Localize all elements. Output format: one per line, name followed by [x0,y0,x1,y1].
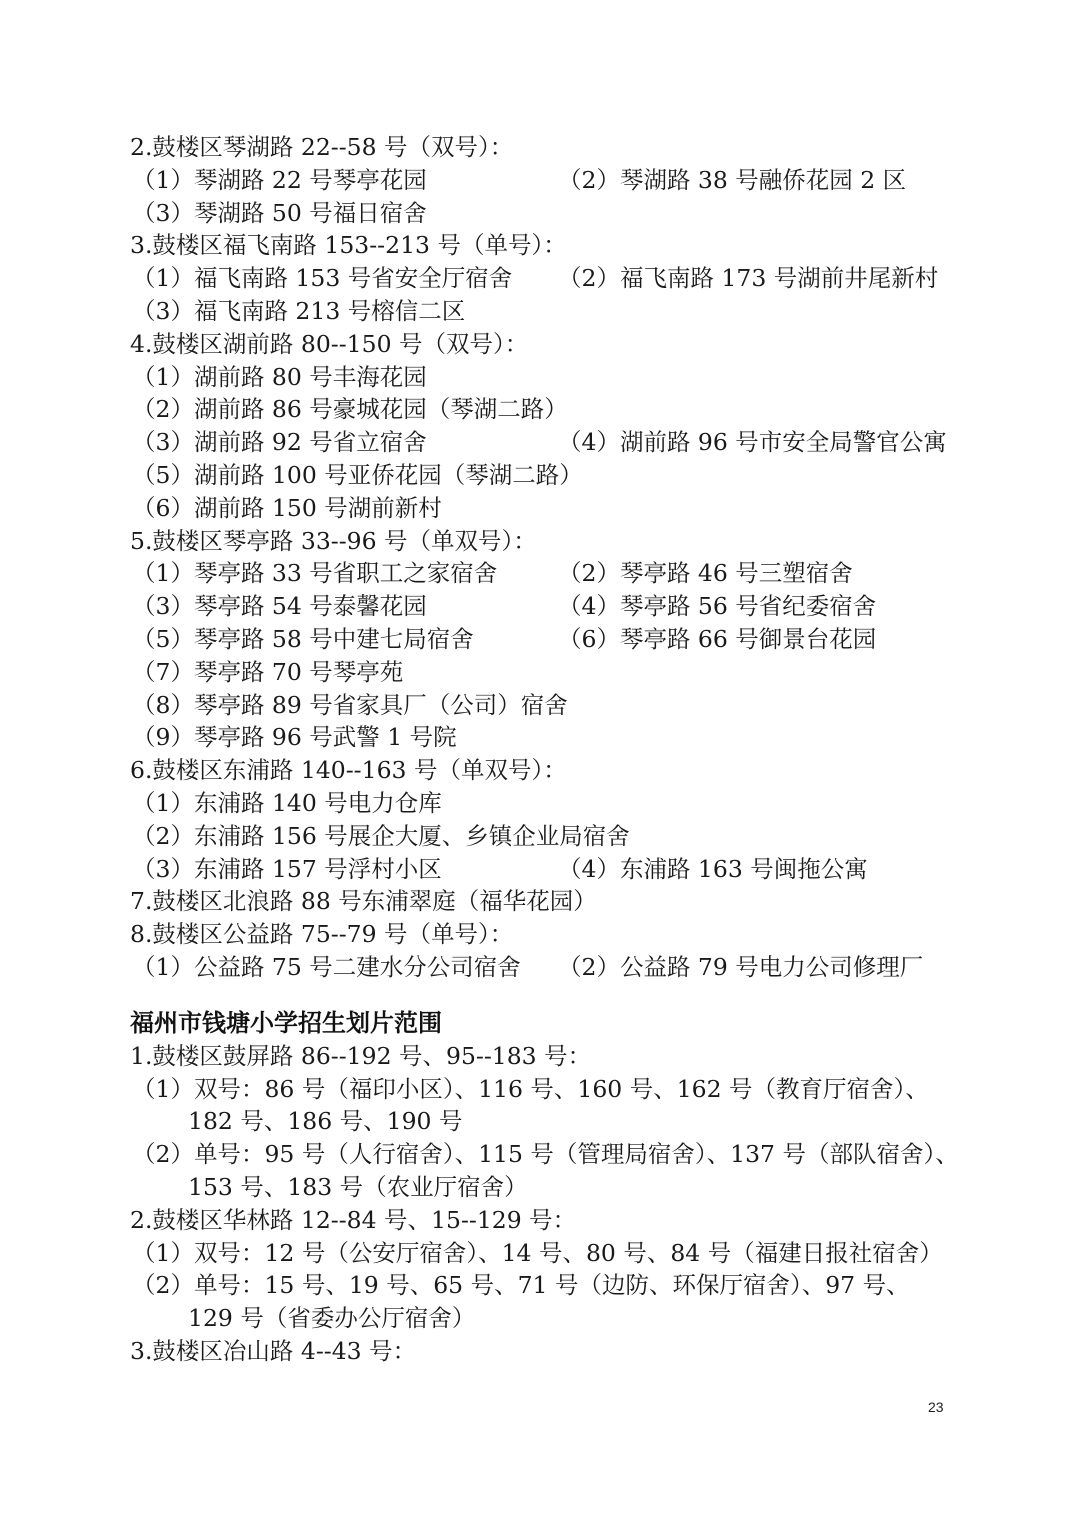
list-item: （1）公益路 75 号二建水分公司宿舍 [132,952,521,981]
block-title: 3.鼓楼区冶山路 4--43 号： [130,1336,417,1365]
list-item: （1）双号：12 号（公安厅宿舍）、14 号、80 号、84 号（福建日报社宿舍） [132,1238,943,1267]
list-item-row [130,557,1010,590]
section-heading: 福州市钱塘小学招生划片范围 [130,1008,442,1037]
list-item: （9）琴亭路 96 号武警 1 号院 [132,723,457,752]
list-item: （2）福飞南路 173 号湖前井尾新村 [558,264,939,293]
block-guping-road [130,1040,1010,1204]
list-item: （1）双号：86 号（福印小区）、116 号、160 号、162 号（教育厅宿舍）、 [132,1074,929,1103]
document-body [130,131,1010,1368]
list-item: （3）琴湖路 50 号福日宿舍 [132,198,427,227]
list-item-row [130,656,1010,689]
list-item: （1）琴亭路 33 号省职工之家宿舍 [132,559,498,588]
list-item-row [130,492,1010,525]
block-title: 2.鼓楼区华林路 12--84 号、15--129 号： [130,1205,577,1234]
list-item-row [130,787,1010,820]
list-item-row [130,689,1010,722]
list-item: （2）东浦路 156 号展企大厦、乡镇企业局宿舍 [132,821,630,850]
list-item-row [130,426,1010,459]
list-item-row [130,820,1010,853]
list-item: （1）湖前路 80 号丰海花园 [132,362,427,391]
block-yeshan-road [130,1335,1010,1368]
block-dongpu-road [130,754,1010,885]
list-item: （4）东浦路 163 号闽拖公寓 [558,854,868,883]
block-fufei-south-road [130,229,1010,327]
list-item-row [130,393,1010,426]
list-item: （3）东浦路 157 号浮村小区 [132,854,442,883]
list-item: （4）琴亭路 56 号省纪委宿舍 [558,592,877,621]
list-item: （2）琴湖路 38 号融侨花园 2 区 [558,165,907,194]
list-item: （1）东浦路 140 号电力仓库 [132,788,442,817]
list-item: （5）湖前路 100 号亚侨花园（琴湖二路） [132,460,583,489]
list-item-row [130,590,1010,623]
block-qinhu-road [130,131,1010,229]
list-item-row [130,197,1010,230]
list-item-row [130,361,1010,394]
list-item: （3）琴亭路 54 号泰馨花园 [132,592,427,621]
block-gongyi-road [130,918,1010,984]
list-item: （2）公益路 79 号电力公司修理厂 [558,952,924,981]
block-title: 8.鼓楼区公益路 75--79 号（单号）： [130,920,514,949]
list-item-row [130,295,1010,328]
list-item: （1）琴湖路 22 号琴亭花园 [132,165,427,194]
block-qinting-road [130,525,1010,755]
list-item-continuation: 129 号（省委办公厅宿舍） [188,1304,476,1333]
block-title: 4.鼓楼区湖前路 80--150 号（双号）： [130,329,529,358]
block-title: 1.鼓楼区鼓屏路 86--192 号、95--183 号： [130,1041,592,1070]
list-item-row [130,164,1010,197]
list-item-row [130,853,1010,886]
list-item-continuation: 153 号、183 号（农业厅宿舍） [188,1172,528,1201]
list-item-row [130,262,1010,295]
block-beilang-road [130,885,1010,918]
list-item: （2）单号：95 号（人行宿舍）、115 号（管理局宿舍）、137 号（部队宿舍）、 [132,1140,959,1169]
block-hualin-road [130,1204,1010,1335]
list-item: （8）琴亭路 89 号省家具厂（公司）宿舍 [132,690,568,719]
list-item-row [130,459,1010,492]
list-item: （7）琴亭路 70 号琴亭苑 [132,657,404,686]
list-item: （3）福飞南路 213 号榕信二区 [132,296,466,325]
block-title: 3.鼓楼区福飞南路 153--213 号（单号）： [130,231,567,260]
block-title: 5.鼓楼区琴亭路 33--96 号（单双号）： [130,526,537,555]
list-item: （2）湖前路 86 号豪城花园（琴湖二路） [132,395,568,424]
list-item: （4）湖前路 96 号市安全局警官公寓 [558,428,947,457]
list-item: （6）湖前路 150 号湖前新村 [132,493,442,522]
list-item: （5）琴亭路 58 号中建七局宿舍 [132,624,474,653]
list-item: （3）湖前路 92 号省立宿舍 [132,428,427,457]
block-title: 6.鼓楼区东浦路 140--163 号（单双号）： [130,756,567,785]
list-item: （2）琴亭路 46 号三塑宿舍 [558,559,853,588]
block-huqian-road [130,328,1010,525]
page-number: 23 [928,1399,944,1415]
list-item: （6）琴亭路 66 号御景台花园 [558,624,877,653]
list-item-row [130,623,1010,656]
list-item: （2）单号：15 号、19 号、65 号、71 号（边防、环保厅宿舍）、97 号、 [132,1271,910,1300]
list-item-continuation: 182 号、186 号、190 号 [188,1107,463,1136]
list-item-row [130,951,1010,984]
list-item: （1）福飞南路 153 号省安全厅宿舍 [132,264,513,293]
block-title: 7.鼓楼区北浪路 88 号东浦翠庭（福华花园） [130,887,597,916]
list-item-row [130,721,1010,754]
block-title: 2.鼓楼区琴湖路 22--58 号（双号）： [130,133,514,161]
